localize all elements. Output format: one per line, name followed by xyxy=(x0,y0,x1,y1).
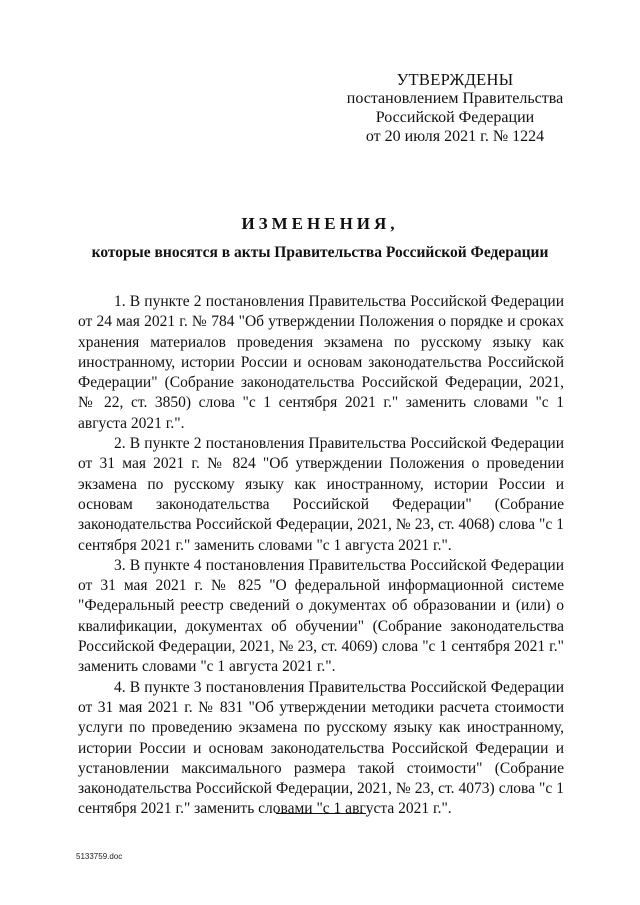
document-subtitle: которые вносятся в акты Правительства Российской Федерации xyxy=(91,244,549,261)
approval-line-date-number: от 20 июля 2021 г. № 1224 xyxy=(365,128,545,145)
approval-line-federation: Российской Федерации xyxy=(375,109,535,126)
paragraph-2: 2. В пункте 2 постановления Правительства Российской Федерации от 31 мая 2021 г. № 824 "Об утверждении Положения о проведении экзамена по русскому языку как иностранному, истории России и основам законодательства Российской Федерации" (Собрание законодательства Российской Федерации, 2021, № 23, ст. 4068) слова "с 1 сентября 2021 г." заменить словами "с 1 августа 2021 г.". xyxy=(78,435,564,554)
approval-heading: УТВЕРЖДЕНЫ xyxy=(396,70,514,89)
approval-block xyxy=(340,70,570,146)
paragraph-4: 4. В пункте 3 постановления Правительства Российской Федерации от 31 мая 2021 г. № 831 "Об утверждении методики расчета стоимости услуги по проведению экзамена по русскому языку как иностранному, истории России и основам законодательства Российской Федерации и установлении максимального размера такой стоимости" (Собрание законодательства Российской Федерации, 2021, № 23, ст. 4073) слова "с 1 сентября 2021 г." заменить словами "с 1 августа 2021 г.". xyxy=(78,678,564,818)
paragraph-1: 1. В пункте 2 постановления Правительства Российской Федерации от 24 мая 2021 г. № 784 "Об утверждении Положения о порядке и сроках хранения материалов проведения экзамена по русскому языку как иностранному, истории России и основам законодательства Российской Федерации" (Собрание законодательства Российской Федерации, 2021, № 22, ст. 3850) слова "с 1 сентября 2021 г." заменить словами "с 1 августа 2021 г.". xyxy=(78,293,564,432)
file-name-footer: 5133759.doc xyxy=(76,852,123,861)
document-body xyxy=(78,292,564,820)
paragraph-3: 3. В пункте 4 постановления Правительства Российской Федерации от 31 мая 2021 г. № 825 "О федеральной информационной системе "Федеральный реестр сведений о документах об образовании и (или) о квалификации, документах об обучении" (Собрание законодательства Российской Федерации, 2021, № 23, ст. 4069) слова "с 1 сентября 2021 г." заменить словами "с 1 августа 2021 г.". xyxy=(78,556,564,676)
approval-line-decree: постановлением Правительства xyxy=(346,90,564,107)
end-rule xyxy=(276,813,366,814)
document-title: ИЗМЕНЕНИЯ, xyxy=(241,214,399,233)
